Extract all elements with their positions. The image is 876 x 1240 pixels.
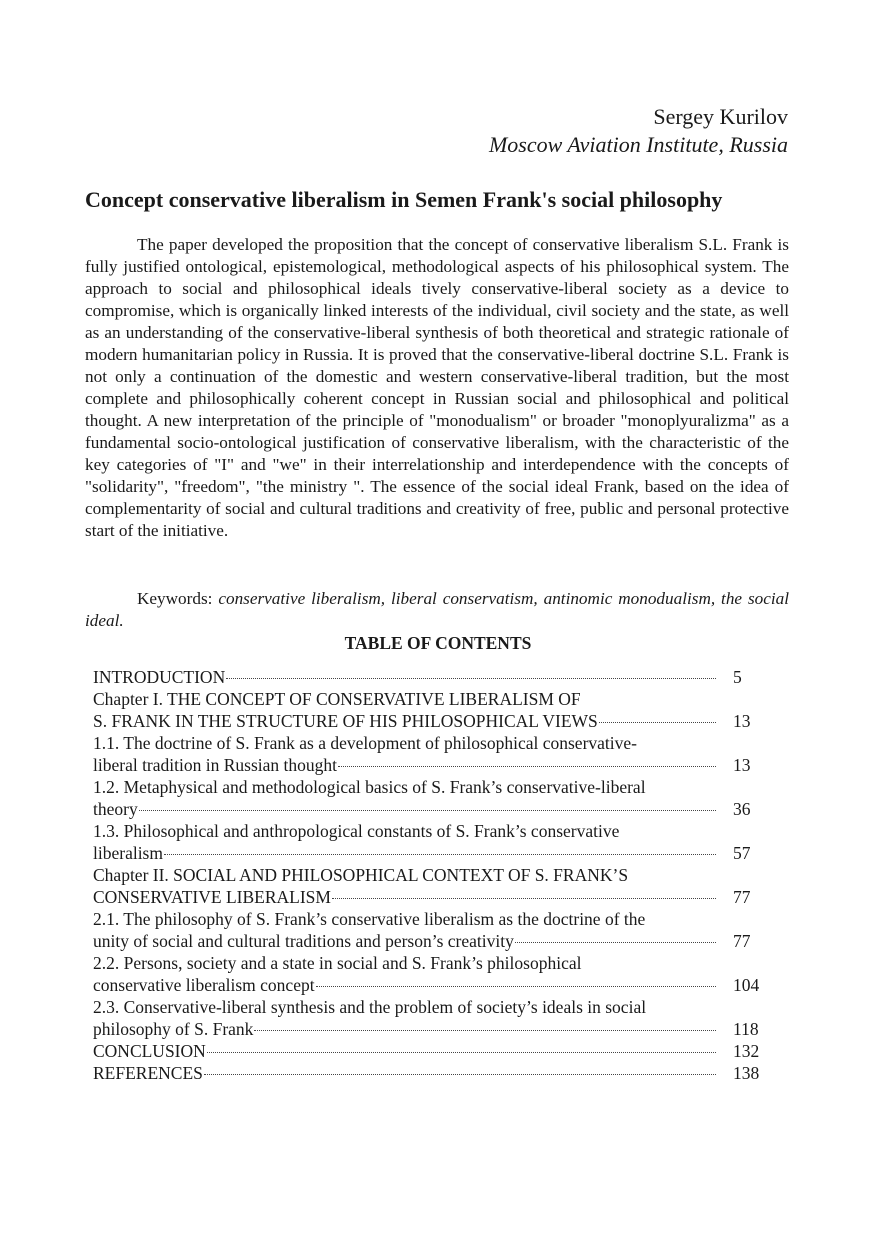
toc-page-number: 13 [733, 711, 751, 731]
keywords [85, 588, 789, 632]
toc-entry-title-lead: 2.2. Persons, society and a state in social and S. Frank’s philosophical [93, 953, 582, 973]
toc-entry-title: S. FRANK IN THE STRUCTURE OF HIS PHILOSOPHICAL VIEWS [93, 711, 598, 731]
toc-leader-dots [207, 1052, 716, 1053]
abstract: The paper developed the proposition that the concept of conservative liberalism S.L. Frank is fully justified ontological, epistemological, methodological aspects of his philosophical system. The approach to social and philosophical ideals tively conservative-liberal society as a device to compromise, which is organically linked interests of the individual, civil society and the state, as well as an understanding of the conservative-liberal synthesis of both theoretical and strategic rationale of modern humanitarian policy in Russia. It is proved that the conservative-liberal doctrine S.L. Frank is not only a continuation of the domestic and western conservative-liberal tradition, but the most complete and philosophically coherent concept in Russian social and philosophical and political thought. A new interpretation of the principle of "monodualism" or broader "monoplyuralizma" as a fundamental socio-ontological justification of conservative liberalism, with the characteristic of the key categories of "I" and "we" in their interrelationship and interdependence with the concepts of "solidarity", "freedom", "the ministry ". The essence of the social ideal Frank, based on the idea of complementarity of social and cultural traditions and creativity of free, public and personal protective start of the initiative. [85, 235, 789, 540]
toc-page-number: 132 [733, 1041, 760, 1061]
toc-entry-2-3[interactable] [93, 996, 773, 1040]
toc-page-number: 13 [733, 755, 751, 775]
toc-entry-title: liberal tradition in Russian thought [93, 755, 338, 775]
toc-leader-dots [515, 942, 716, 943]
toc-heading: TABLE OF CONTENTS [344, 633, 532, 653]
toc-entry-title: theory [93, 799, 138, 819]
toc-entry-conclusion[interactable] [93, 1040, 773, 1062]
toc-page-number: 36 [733, 799, 751, 819]
toc-entry-title-lead: 1.3. Philosophical and anthropological constants of S. Frank’s conservative [93, 821, 620, 841]
toc-leader-dots [164, 854, 716, 855]
toc-page-number: 104 [733, 975, 760, 995]
toc-leader-dots [204, 1074, 716, 1075]
toc-entry-title: unity of social and cultural traditions and person’s creativity [93, 931, 514, 951]
toc-leader-dots [254, 1030, 716, 1031]
toc-entry-2-2[interactable] [93, 952, 773, 996]
toc-entry-chapter-1[interactable] [93, 688, 773, 732]
toc-entry-1-1[interactable] [93, 732, 773, 776]
toc-entry-2-1[interactable] [93, 908, 773, 952]
toc-entry-references[interactable] [93, 1062, 773, 1084]
toc-page-number: 118 [733, 1019, 759, 1039]
toc-entry-title-lead: 1.2. Metaphysical and methodological basics of S. Frank’s conservative-liberal [93, 777, 646, 797]
keywords-text: conservative liberalism, liberal conservatism, antinomic monodualism, the social ideal. [85, 589, 790, 630]
toc-leader-dots [226, 678, 716, 679]
toc-entry-chapter-2[interactable] [93, 864, 773, 908]
toc-page-number: 5 [733, 667, 742, 687]
toc-leader-dots [338, 766, 716, 767]
toc-leader-dots [599, 722, 716, 723]
toc-entry-title: CONCLUSION [93, 1041, 206, 1061]
keywords-label: Keywords: [137, 589, 213, 608]
toc-entry-title-lead: 2.3. Conservative-liberal synthesis and the problem of society’s ideals in social [93, 997, 647, 1017]
toc-leader-dots [332, 898, 716, 899]
toc-page-number: 77 [733, 887, 751, 907]
author-block [489, 103, 788, 159]
toc-entry-title-lead: Chapter II. SOCIAL AND PHILOSOPHICAL CONTEXT OF S. FRANK’S [93, 865, 629, 885]
toc-entry-title: liberalism [93, 843, 163, 863]
toc-leader-dots [316, 986, 716, 987]
toc-entry-title: philosophy of S. Frank [93, 1019, 254, 1039]
toc-page-number: 77 [733, 931, 751, 951]
toc-leader-dots [139, 810, 716, 811]
toc-page-number: 138 [733, 1063, 760, 1083]
author-affiliation: Moscow Aviation Institute, Russia [488, 132, 788, 157]
toc-entry-title: conservative liberalism concept [93, 975, 315, 995]
toc-entry-title: REFERENCES [93, 1063, 203, 1083]
toc-entry-1-2[interactable] [93, 776, 773, 820]
toc-page-number: 57 [733, 843, 751, 863]
toc-entry-title: INTRODUCTION [93, 667, 226, 687]
toc-entry-title-lead: Chapter I. THE CONCEPT OF CONSERVATIVE LIBERALISM OF [93, 689, 581, 709]
toc-entry-title: CONSERVATIVE LIBERALISM [93, 887, 331, 907]
toc-entry-title-lead: 2.1. The philosophy of S. Frank’s conservative liberalism as the doctrine of the [93, 909, 646, 929]
toc-entry-introduction[interactable] [93, 666, 773, 688]
table-of-contents [93, 666, 773, 1084]
author-name: Sergey Kurilov [653, 104, 788, 129]
paper-title: Concept conservative liberalism in Semen Frank's social philosophy [85, 187, 723, 212]
toc-entry-1-3[interactable] [93, 820, 773, 864]
toc-entry-title-lead: 1.1. The doctrine of S. Frank as a development of philosophical conservative- [93, 733, 637, 753]
